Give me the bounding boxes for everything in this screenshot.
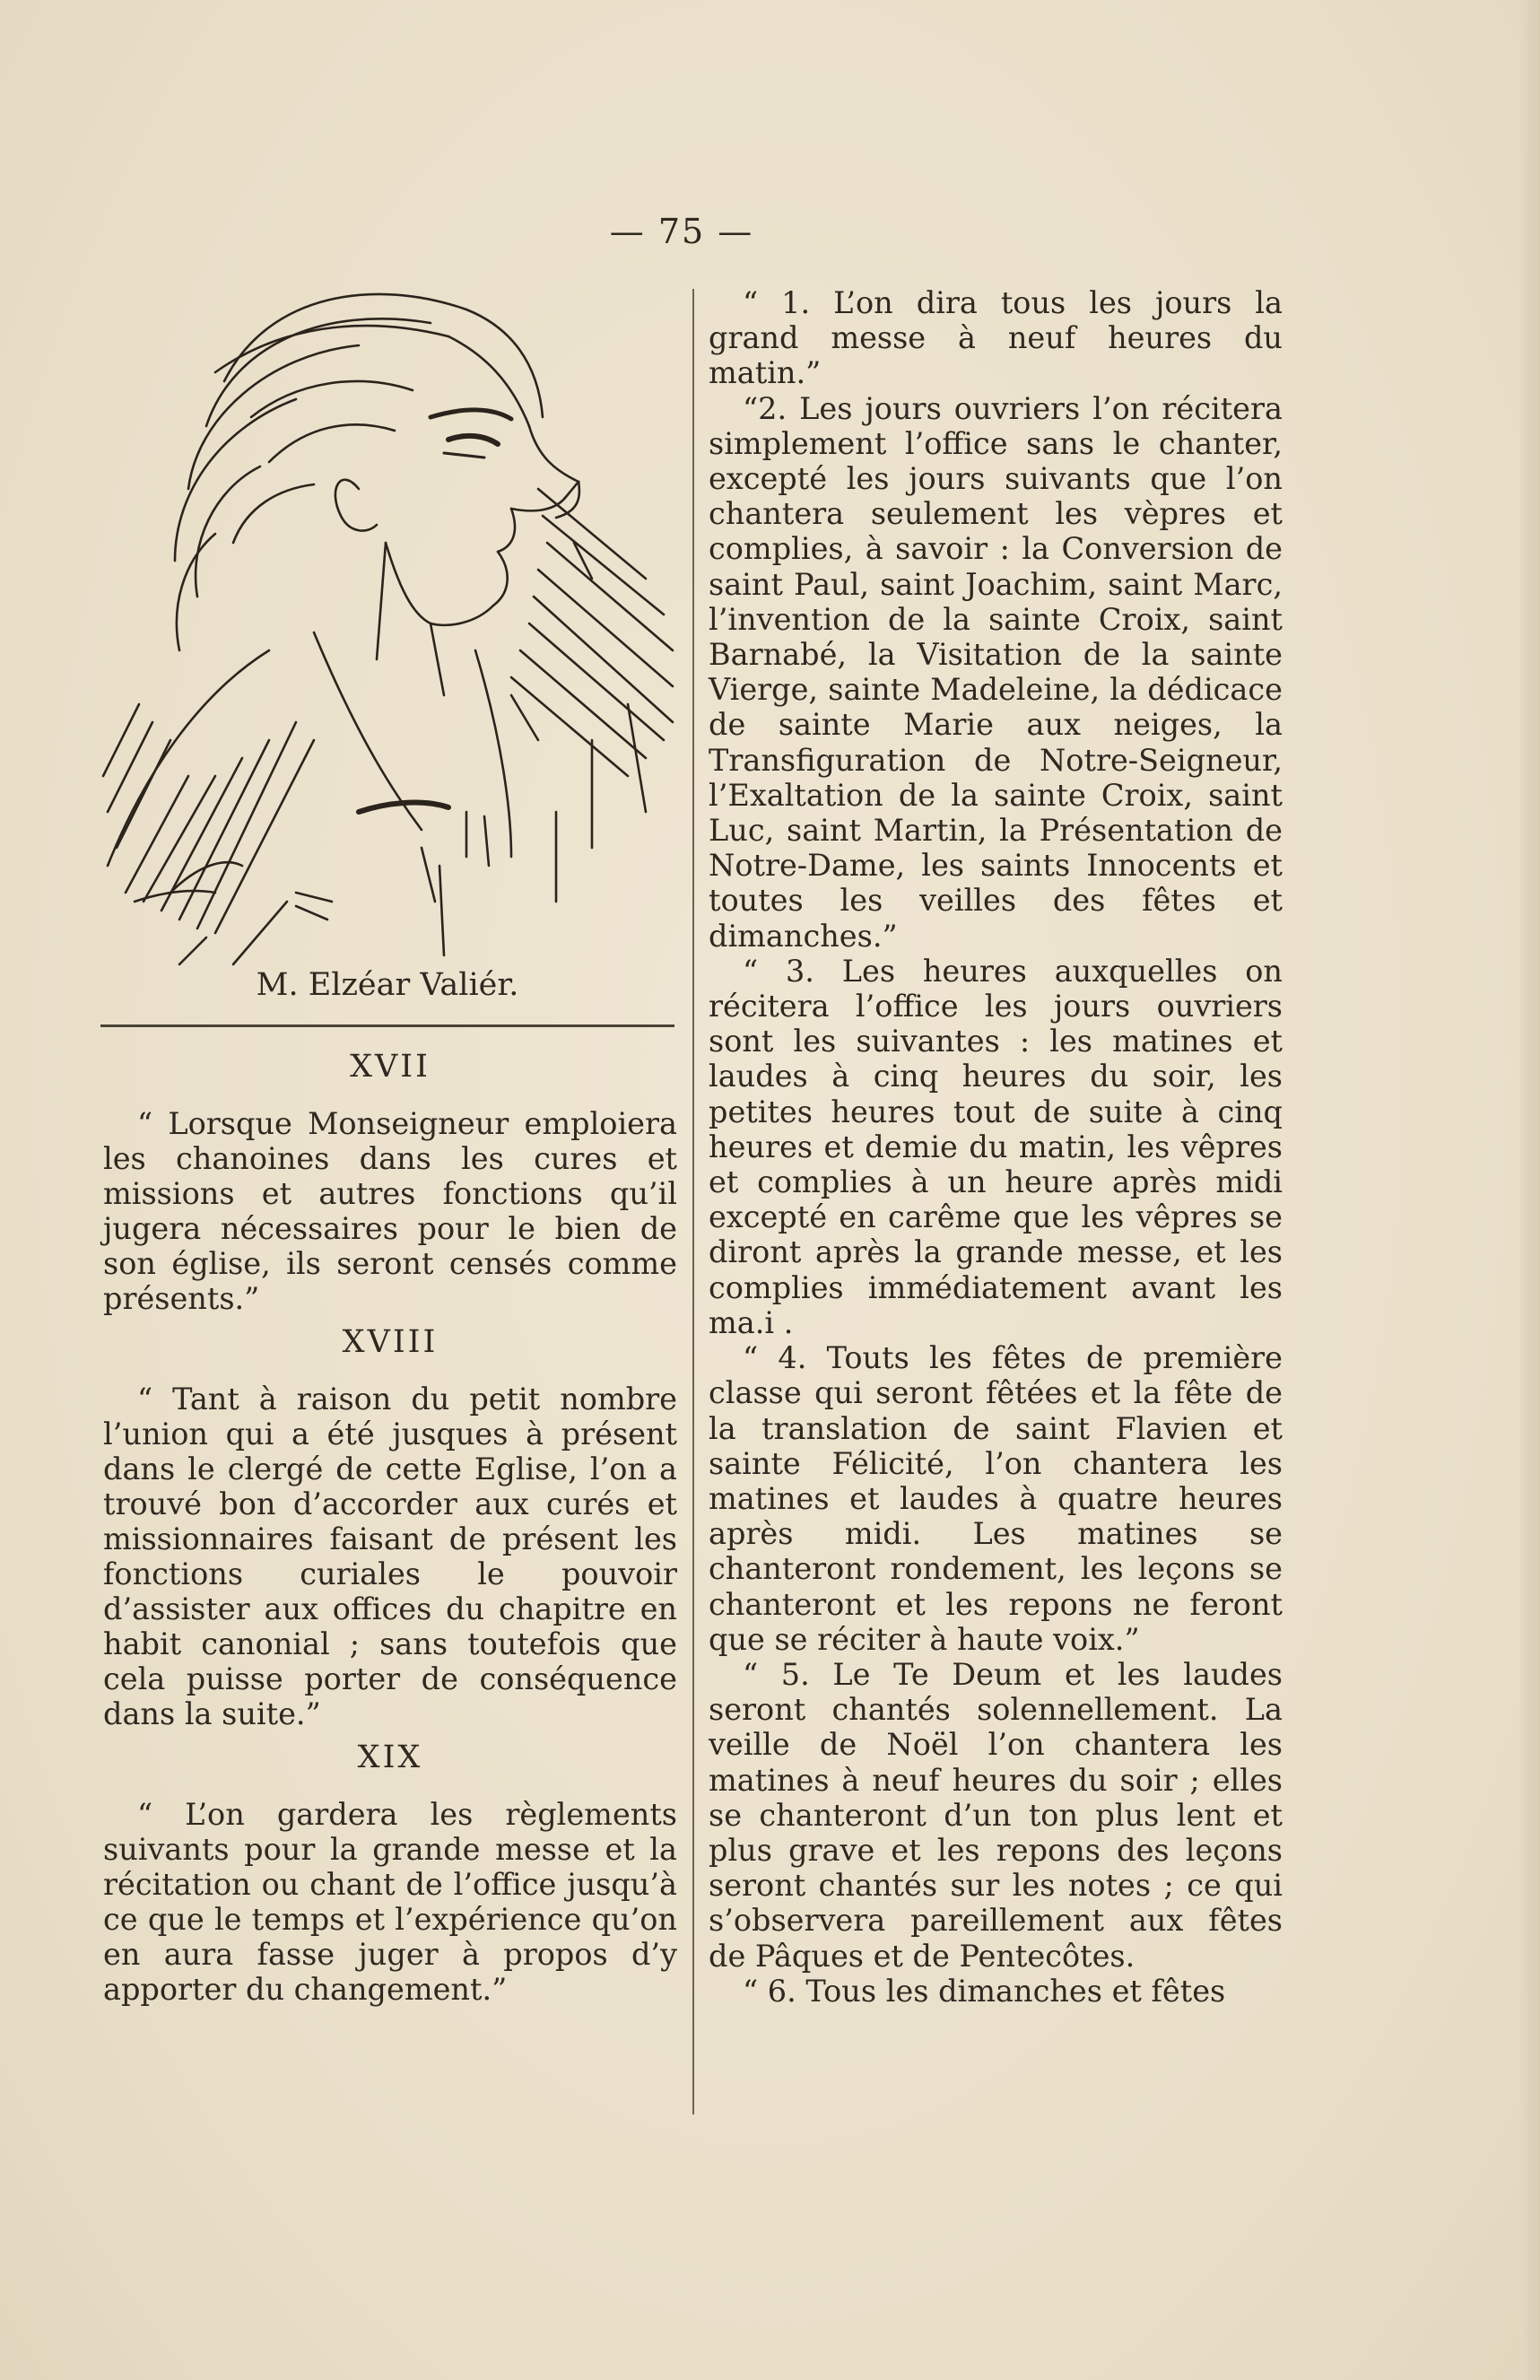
rule-paragraph: “2. Les jours ouvriers l’on récitera simplement l’office sans le chanter, excepté les jours suivants que l’on chantera seulement les vèpres et complies, à savoir : la Conversion de saint Paul, saint Joachim, saint Marc, l’invention de la sainte Croix, saint Barnabé, la Visitation de la sainte Vierge, sainte Madeleine, la dédicace de sainte Marie aux neiges, la Transfiguration de Notre-Seigneur, l’Exaltation de la sainte Croix, saint Luc, saint Martin, la Présentation de Notre-Dame, les saints Innocents et toutes les veilles des fêtes et dimanches.” [709,390,1283,954]
right-column [709,285,1283,2009]
left-column [103,1041,677,2007]
section-heading: XVII [350,1049,431,1085]
portrait-illustration [90,274,682,982]
rule-paragraph: “ 6. Tous les dimanches et fêtes [743,1973,1226,2009]
rule-paragraph: “ 4. Touts les fêtes de première classe qui seront fêtées et la fête de la translation de saint Flavien et sainte Félicité, l’on chantera les matines et laudes à quatre heures après midi. Les matines se chanteront rondement, les leçons se chanteront et les repons ne feront que se réciter à haute voix.” [709,1340,1283,1657]
rule-paragraph: “ 3. Les heures auxquelles on récitera l’office les jours ouvriers sont les suivantes : les matines et laudes à cinq heures du soir, les petites heures tout de suite à cinq heures et demie du matin, les vêpres et complies à un heure après midi excepté en carême que les vêpres se diront après la grande messe, et les complies immédiatement avant les ma.i . [709,953,1283,1340]
portrait-caption: M. Elzéar Valiér. [256,967,519,1003]
caption-rule [100,1024,674,1027]
section-text: “ L’on gardera les règlements suivants pour la grande messe et la récitation ou chant de l’office jusqu’à ce que le temps et l’expérience qu’on en aura fasse juger à propos d’y apporter du changement.” [103,1797,677,2007]
section-heading: XVIII [342,1324,439,1360]
section-text: “ Tant à raison du petit nombre l’union qui a été jusques à présent dans le clergé de cette Eglise, l’on a trouvé bon d’accorder aux curés et missionnaires faisant de présent les fonctions curiales le pouvoir d’assister aux offices du chapitre en habit canonial ; sans toutefois que cela puisse porter de conséquence dans la suite.” [103,1382,677,1731]
page-number: — 75 — [609,212,754,251]
page-edge [1520,0,1540,2380]
rule-paragraph: “ 5. Le Te Deum et les laudes seront chantés solennellement. La veille de Noël l’on chantera les matines à neuf heures du soir ; elles se chanteront d’un ton plus lent et plus grave et les repons des leçons seront chantés sur les notes ; ce qui s’observera pareillement aux fêtes de Pâques et de Pentecôtes. [709,1656,1283,1974]
column-divider [692,289,694,2114]
section-text: “ Lorsque Monseigneur emploiera les chanoines dans les cures et missions et autres fonctions qu’il jugera nécessaires pour le bien de son église, ils seront censés comme présents.” [103,1106,677,1316]
section-heading: XIX [357,1739,423,1775]
rule-paragraph: “ 1. L’on dira tous les jours la grand messe à neuf heures du matin.” [709,285,1283,391]
